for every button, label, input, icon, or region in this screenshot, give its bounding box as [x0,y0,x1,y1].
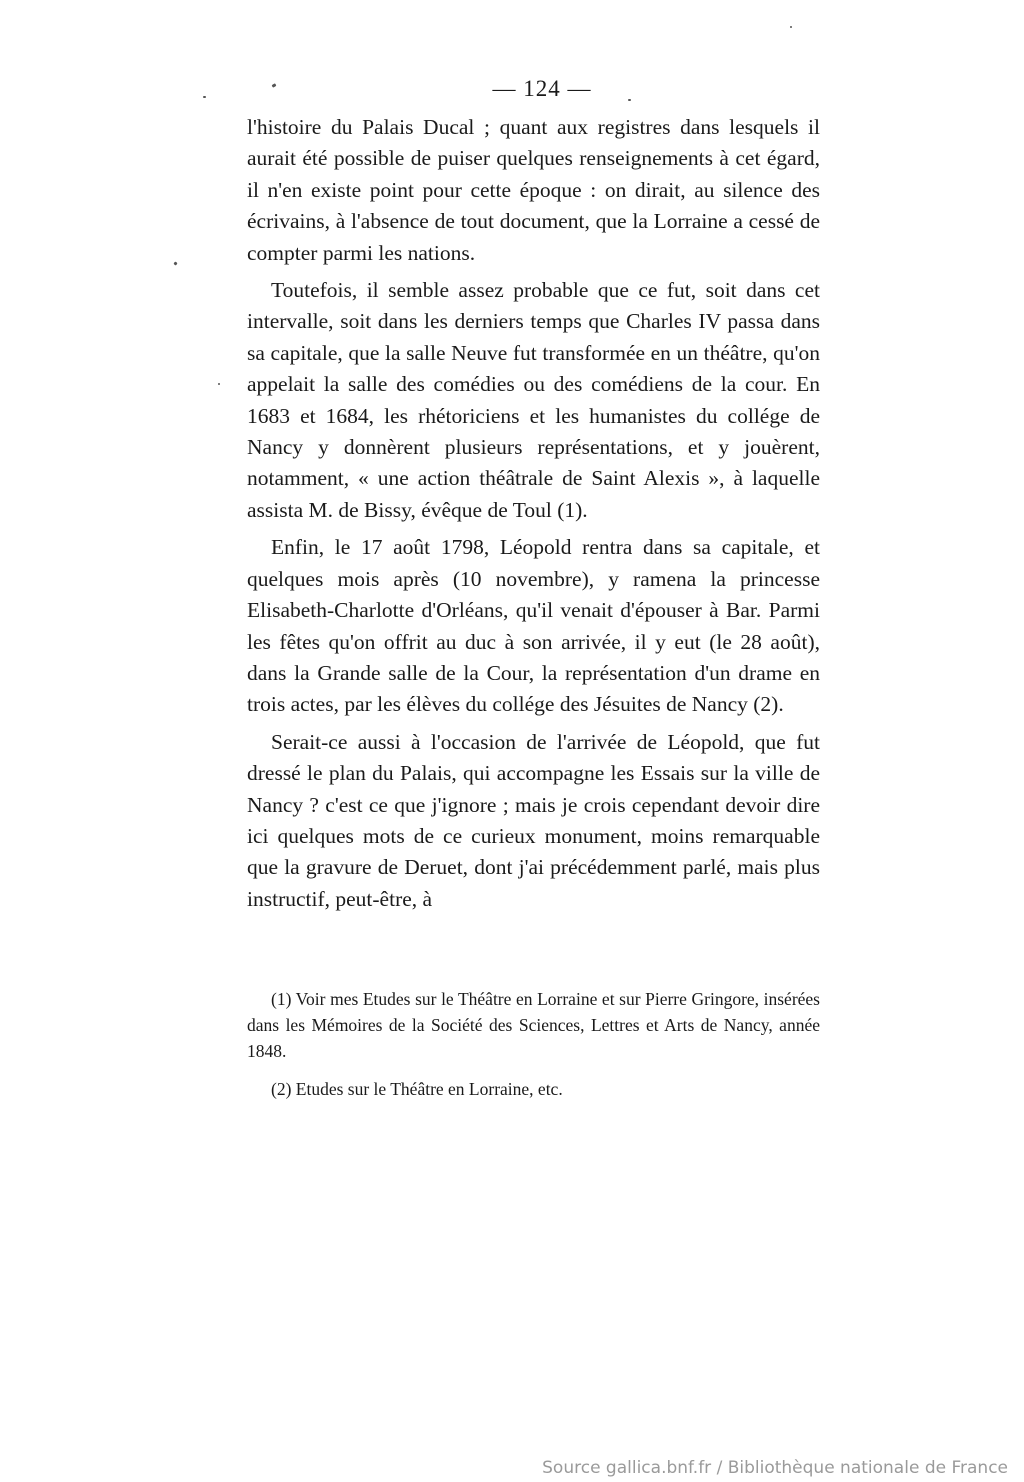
paragraph: Enfin, le 17 août 1798, Léopold rentra dans sa capitale, et quelques mois après (10 novembre), y ramena la princesse Elisabeth-Charlotte d'Orléans, qu'il venait d'épouser à Bar. Parmi les fêtes qu'on offrit au duc à son arrivée, il y eut (le 28 août), dans la Grande salle de la Cour, la représentation d'un drame en trois actes, par les élèves du collége des Jésuites de Nancy (2). [247,535,820,717]
body-text [247,112,820,921]
source-credit: Source gallica.bnf.fr / Bibliothèque nationale de France [542,1458,1008,1478]
footnotes [247,986,820,1114]
footnote: (2) Etudes sur le Théâtre en Lorraine, etc. [271,1079,563,1099]
footnote: (1) Voir mes Etudes sur le Théâtre en Lorraine et sur Pierre Gringore, insérées dans les Mémoires de la Société des Sciences, Lettres et Arts de Nancy, année 1848. [247,989,820,1061]
scan-speck [790,26,792,28]
page-number: — 124 — [492,76,592,101]
paragraph: Toutefois, il semble assez probable que ce fut, soit dans cet intervalle, soit dans les derniers temps que Charles IV passa dans sa capitale, que la salle Neuve fut transformée en un théâtre, qu'on appelait la salle des comédies ou des comédiens de la cour. En 1683 et 1684, les rhétoriciens et les humanistes du collége de Nancy y donnèrent plusieurs représentations, et y jouèrent, notamment, « une action théâtrale de Saint Alexis », à laquelle assista M. de Bissy, évêque de Toul (1). [247,278,820,522]
scan-speck [218,383,220,385]
paragraph: l'histoire du Palais Ducal ; quant aux registres dans lesquels il aurait été possible de puiser quelques renseignements à cet égard, il n'en existe point pour cette époque : on dirait, au silence des écrivains, à l'absence de tout document, que la Lorraine a cessé de compter parmi les nations. [247,115,820,265]
paragraph: Serait-ce aussi à l'occasion de l'arrivée de Léopold, que fut dressé le plan du Palais, qui accompagne les Essais sur la ville de Nancy ? c'est ce que j'ignore ; mais je crois cependant devoir dire ici quelques mots de ce curieux monument, moins remarquable que la gravure de Deruet, dont j'ai précédemment parlé, mais plus instructif, peut-être, à [247,729,820,911]
scan-speck [173,261,177,265]
